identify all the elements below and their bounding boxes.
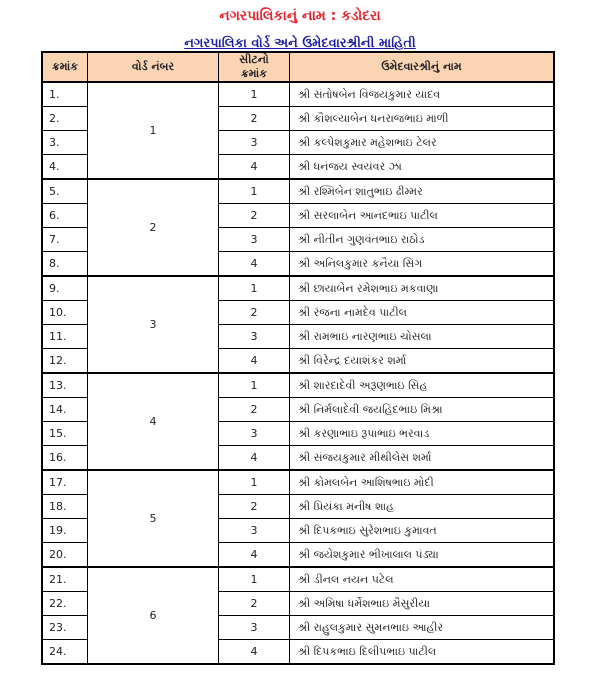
serial-number-cell: 5. [42, 179, 88, 204]
candidate-name-cell: શ્રી અમિષા ધર્મેશભાઇ મૈસુરીયા [290, 592, 555, 616]
candidate-name-cell: શ્રી છાયાબેન રમેશભાઇ મકવાણા [290, 276, 555, 301]
seat-number-cell: 1 [219, 567, 290, 592]
candidate-name-cell: શ્રી રાહુલકુમાર સુમનભાઇ આહીર [290, 616, 555, 640]
candidate-name-cell: શ્રી કોમલબેન આશિષભાઇ મોદી [290, 470, 555, 495]
seat-number-cell: 4 [219, 252, 290, 277]
candidate-name-cell: શ્રી દિપકભાઇ સુરેશભાઇ કુમાવત [290, 519, 555, 543]
ward-number-cell: 6 [88, 567, 219, 664]
serial-number-cell: 11. [42, 325, 88, 349]
serial-number-cell: 2. [42, 107, 88, 131]
candidate-name-cell: શ્રી રશ્મિબેન શાંતુભાઇ ઢીમ્મર [290, 179, 555, 204]
serial-number-cell: 14. [42, 398, 88, 422]
seat-number-cell: 4 [219, 446, 290, 471]
serial-number-cell: 18. [42, 495, 88, 519]
seat-number-cell: 1 [219, 373, 290, 398]
serial-number-cell: 12. [42, 349, 88, 374]
table-row [42, 82, 554, 107]
ward-number-cell: 3 [88, 276, 219, 373]
seat-number-cell: 3 [219, 228, 290, 252]
candidate-name-cell: શ્રી કરણાભાઇ રૂપાભાઇ ભરવાડ [290, 422, 555, 446]
municipality-title: નગરપાલિકાનું નામ : કડોદરા [219, 8, 381, 24]
serial-number-cell: 7. [42, 228, 88, 252]
serial-number-cell: 13. [42, 373, 88, 398]
seat-number-cell: 1 [219, 82, 290, 107]
header-serial: ક્રમાંક [42, 52, 88, 82]
table-subtitle: નગરપાલિકા વોર્ડ અને ઉમેદવારશ્રીની માહિતી [184, 36, 416, 51]
candidate-name-cell: શ્રી પ્રિયંકા મનીષ શાહ [290, 495, 555, 519]
header-ward: વોર્ડ નંબર [88, 52, 219, 82]
candidate-name-cell: શ્રી સરલાબેન આનંદભાઇ પાટીલ [290, 204, 555, 228]
serial-number-cell: 22. [42, 592, 88, 616]
serial-number-cell: 23. [42, 616, 88, 640]
seat-number-cell: 2 [219, 592, 290, 616]
serial-number-cell: 17. [42, 470, 88, 495]
seat-number-cell: 3 [219, 422, 290, 446]
ward-number-cell: 5 [88, 470, 219, 567]
seat-number-cell: 1 [219, 276, 290, 301]
table-body [42, 82, 554, 664]
header-seat: સીટનો ક્રમાંક [219, 52, 290, 82]
seat-number-cell: 3 [219, 325, 290, 349]
seat-number-cell: 4 [219, 543, 290, 568]
candidate-name-cell: શ્રી નિર્મલાદેવી જયહિંદભાઇ મિશ્રા [290, 398, 555, 422]
candidate-name-cell: શ્રી શારદાદેવી અરૂણભાઇ સિંહ [290, 373, 555, 398]
candidates-table [41, 51, 555, 665]
candidate-name-cell: શ્રી રંજના નામદેવ પાટીલ [290, 301, 555, 325]
seat-number-cell: 3 [219, 519, 290, 543]
seat-number-cell: 4 [219, 640, 290, 665]
seat-number-cell: 4 [219, 349, 290, 374]
table-row [42, 179, 554, 204]
ward-number-cell: 1 [88, 82, 219, 179]
subtitle-wrapper [0, 32, 600, 51]
seat-number-cell: 1 [219, 179, 290, 204]
serial-number-cell: 10. [42, 301, 88, 325]
seat-number-cell: 4 [219, 155, 290, 180]
table-row [42, 567, 554, 592]
candidate-name-cell: શ્રી નીતીન ગુણવંતભાઇ રાઠોડ [290, 228, 555, 252]
seat-number-cell: 3 [219, 616, 290, 640]
serial-number-cell: 20. [42, 543, 88, 568]
candidate-name-cell: શ્રી અનિલકુમાર કનૈયા સિંગ [290, 252, 555, 277]
table-row [42, 276, 554, 301]
serial-number-cell: 21. [42, 567, 88, 592]
serial-number-cell: 16. [42, 446, 88, 471]
table-row [42, 373, 554, 398]
serial-number-cell: 1. [42, 82, 88, 107]
header-candidate-name: ઉમેદવારશ્રીનું નામ [290, 52, 555, 82]
serial-number-cell: 6. [42, 204, 88, 228]
serial-number-cell: 24. [42, 640, 88, 665]
seat-number-cell: 2 [219, 107, 290, 131]
candidate-name-cell: શ્રી દિપકભાઇ દિલીપભાઇ પાટીલ [290, 640, 555, 665]
seat-number-cell: 3 [219, 131, 290, 155]
candidate-name-cell: શ્રી કલ્પેશકુમાર મહેશભાઇ ટેલર [290, 131, 555, 155]
candidate-name-cell: શ્રી ધનંજય સ્વયંવર ઝા [290, 155, 555, 180]
candidate-name-cell: શ્રી સંતોષબેન વિજયકુમાર યાદવ [290, 82, 555, 107]
serial-number-cell: 15. [42, 422, 88, 446]
seat-number-cell: 2 [219, 204, 290, 228]
candidate-name-cell: શ્રી રામભાઇ નારણભાઇ ચોસલા [290, 325, 555, 349]
candidate-name-cell: શ્રી કૌશલ્યાબેન ધનરાજભાઇ માળી [290, 107, 555, 131]
serial-number-cell: 8. [42, 252, 88, 277]
candidate-name-cell: શ્રી સંજયકુમાર મીથીલેસ શર્મા [290, 446, 555, 471]
seat-number-cell: 2 [219, 495, 290, 519]
serial-number-cell: 4. [42, 155, 88, 180]
candidate-name-cell: શ્રી જયેશકુમાર ભીખાલાલ પંડ્યા [290, 543, 555, 568]
ward-number-cell: 4 [88, 373, 219, 470]
header-row [42, 52, 554, 82]
serial-number-cell: 3. [42, 131, 88, 155]
serial-number-cell: 9. [42, 276, 88, 301]
serial-number-cell: 19. [42, 519, 88, 543]
ward-number-cell: 2 [88, 179, 219, 276]
table-row [42, 470, 554, 495]
candidate-name-cell: શ્રી ડીનલ નયન પટેલ [290, 567, 555, 592]
candidate-name-cell: શ્રી વિરેન્દ્ર દયાશંકર શર્મા [290, 349, 555, 374]
seat-number-cell: 2 [219, 398, 290, 422]
seat-number-cell: 2 [219, 301, 290, 325]
seat-number-cell: 1 [219, 470, 290, 495]
